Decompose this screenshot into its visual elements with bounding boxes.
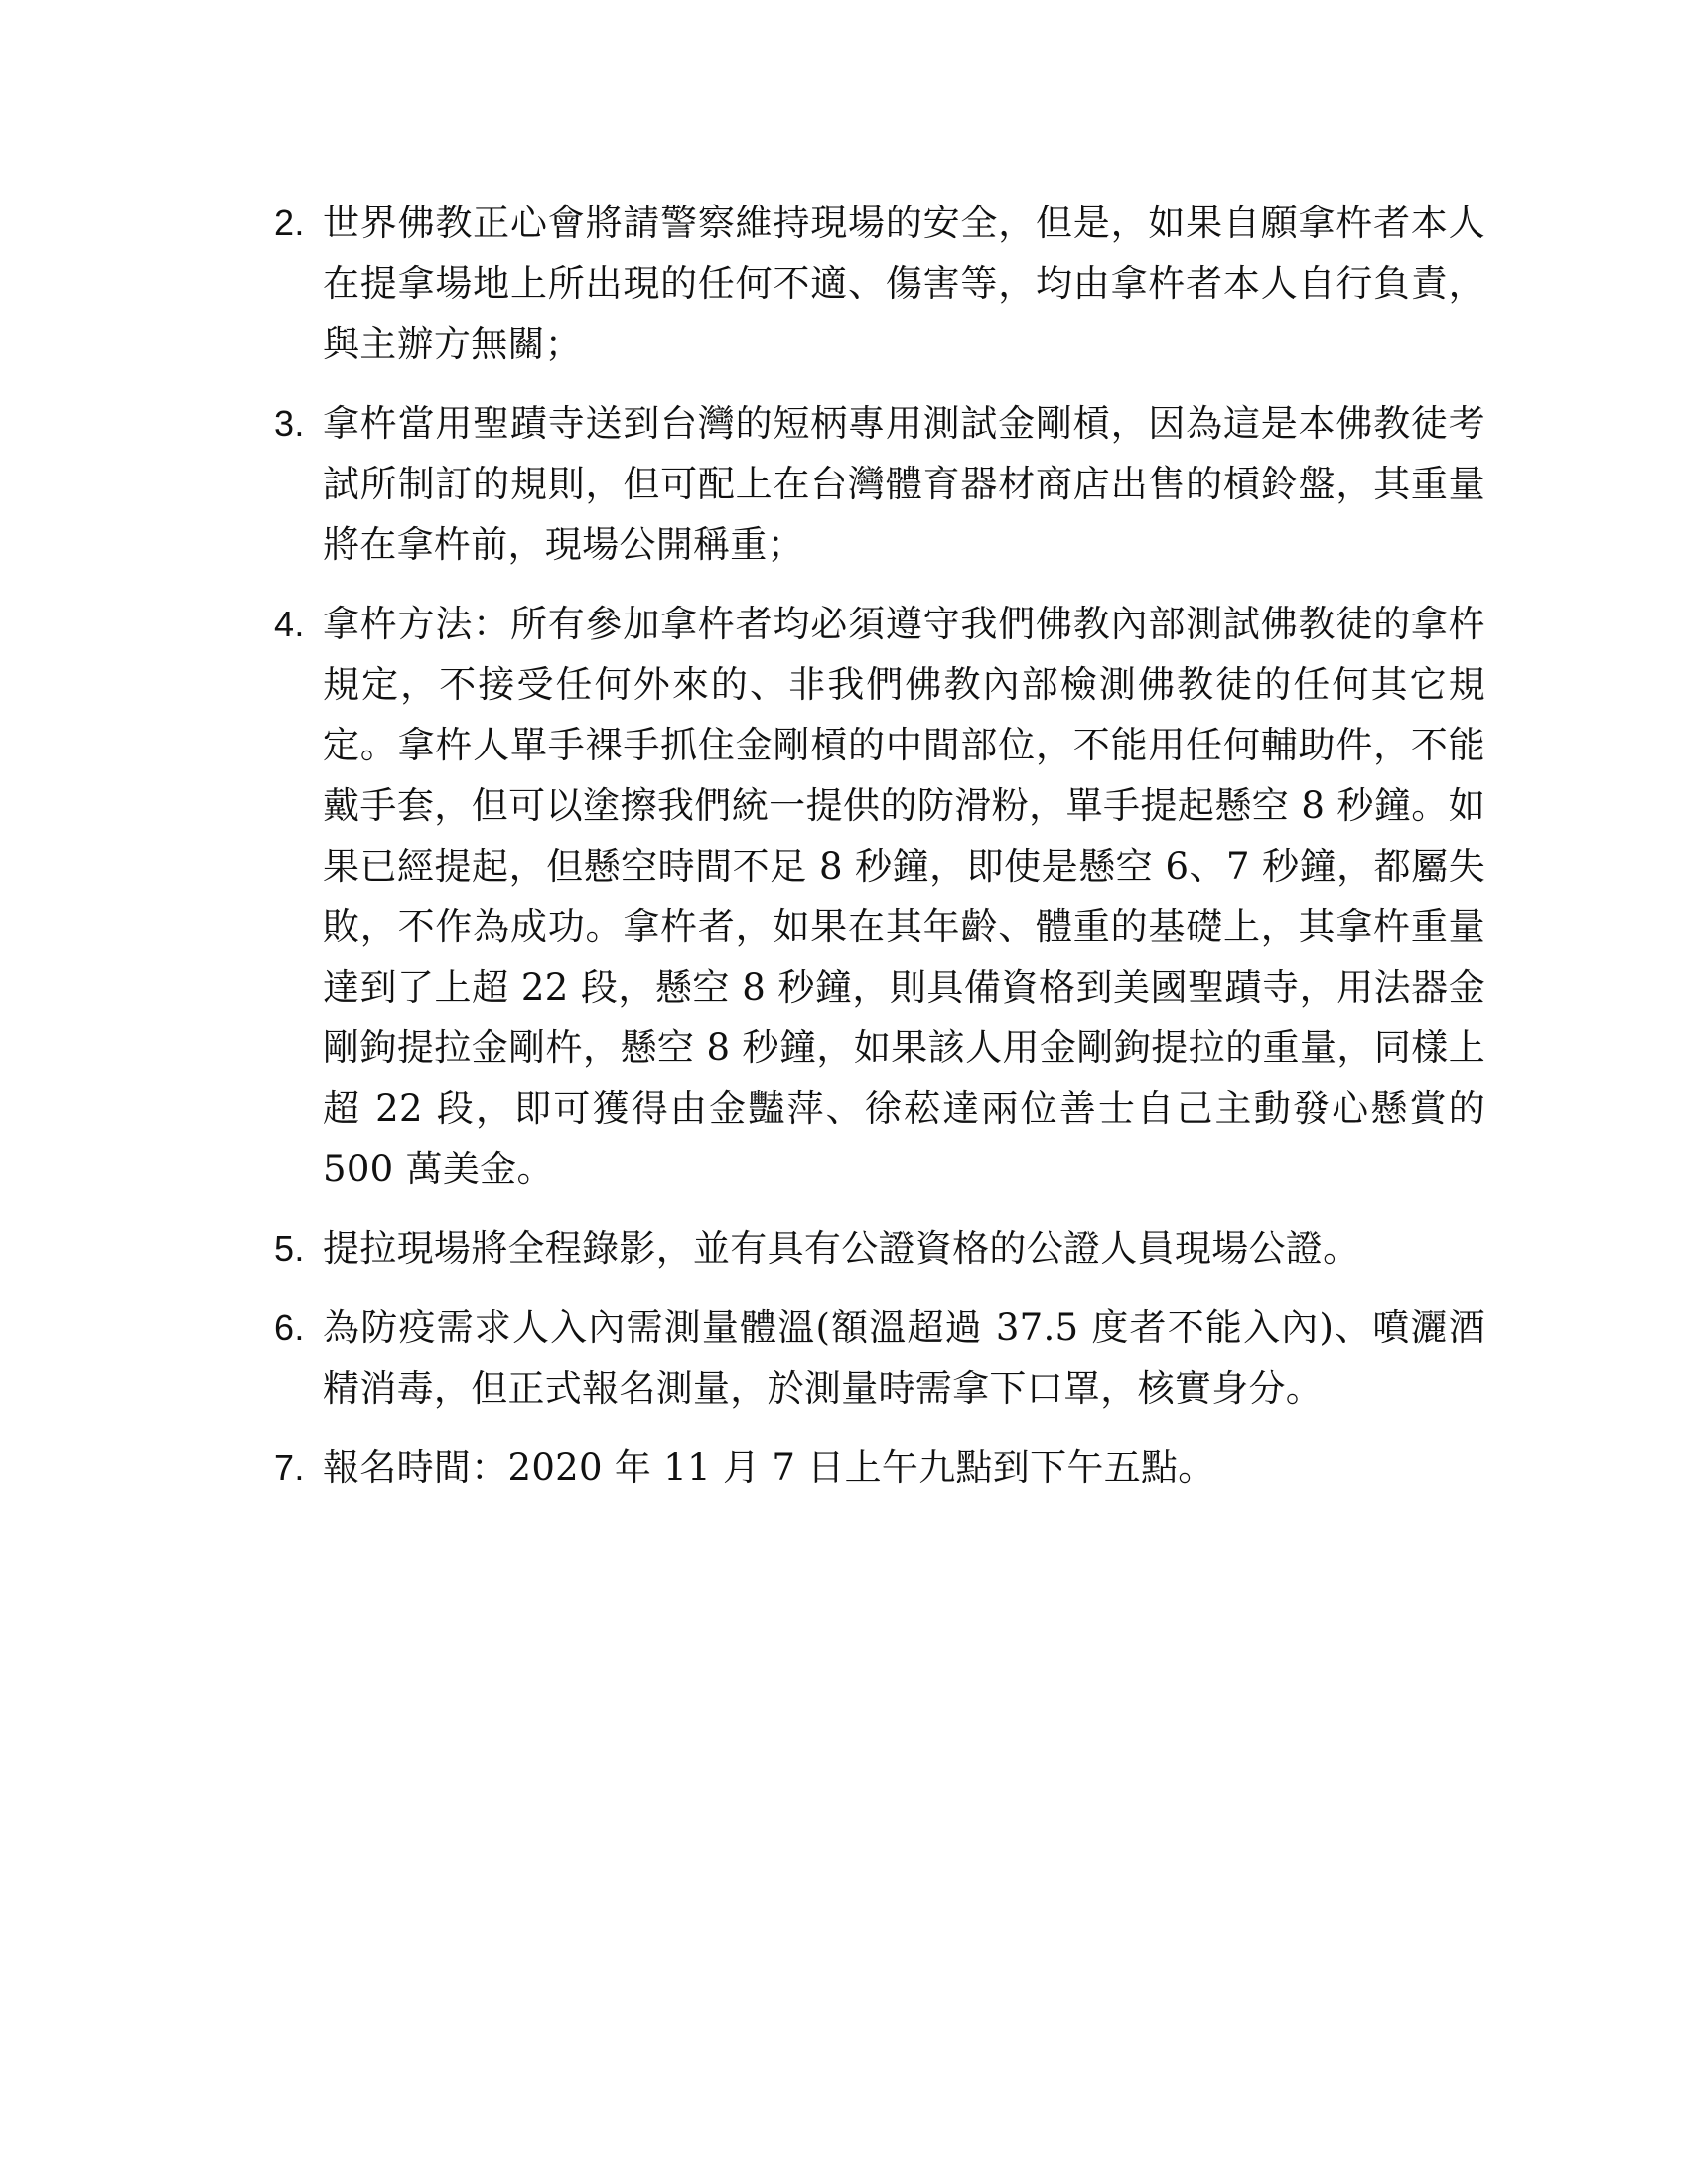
list-item-text: 世界佛教正心會將請警察維持現場的安全，但是，如果自願拿杵者本人在提拿場地上所出現的任何不適、傷害等，均由拿杵者本人自行負責，與主辦方無關； <box>323 202 1485 365</box>
list-item <box>274 594 1485 1199</box>
list-item <box>274 1437 1485 1498</box>
list-item <box>274 1297 1485 1419</box>
list-item-number: 5. <box>274 1228 305 1269</box>
list-item <box>274 1218 1485 1279</box>
list-item <box>274 393 1485 575</box>
list-item-number: 7. <box>274 1447 305 1488</box>
list-item-text: 拿杵當用聖蹟寺送到台灣的短柄專用測試金剛槓，因為這是本佛教徒考試所制訂的規則，但可配上在台灣體育器材商店出售的槓鈴盤，其重量將在拿杵前，現場公開稱重； <box>323 402 1485 566</box>
list-item-text: 提拉現場將全程錄影，並有具有公證資格的公證人員現場公證。 <box>323 1227 1360 1270</box>
rules-list <box>274 193 1485 1517</box>
list-item-number: 6. <box>274 1307 305 1348</box>
list-item-number: 2. <box>274 203 305 243</box>
list-item-text: 報名時間：2020 年 11 月 7 日上午九點到下午五點。 <box>323 1446 1215 1489</box>
list-item-number: 4. <box>274 604 305 644</box>
list-item <box>274 193 1485 374</box>
list-item-number: 3. <box>274 403 305 444</box>
list-item-text: 拿杵方法：所有參加拿杵者均必須遵守我們佛教內部測試佛教徒的拿杵規定，不接受任何外來的、非我們佛教內部檢測佛教徒的任何其它規定。拿杵人單手裸手抓住金剛槓的中間部位，不能用任何輔助件，不能戴手套，但可以塗擦我們統一提供的防滑粉，單手提起懸空 8 秒鐘。如果已經提起，但懸空時間不足 8 秒鐘，即使是懸空 6、7 秒鐘，都屬失敗，不作為成功。拿杵者，如果在其年齡、體重的基礎上，其拿杵重量達到了上超 22 段，懸空 8 秒鐘，則具備資格到美國聖蹟寺，用法器金剛鉤提拉金剛杵，懸空 8 秒鐘，如果該人用金剛鉤提拉的重量，同樣上超 22 段，即可獲得由金豔萍、徐菘達兩位善士自己主動發心懸賞的 500 萬美金。 <box>323 603 1485 1190</box>
list-item-text: 為防疫需求人入內需測量體溫(額溫超過 37.5 度者不能入內)、噴灑酒精消毒，但正式報名測量，於測量時需拿下口罩，核實身分。 <box>323 1306 1485 1410</box>
